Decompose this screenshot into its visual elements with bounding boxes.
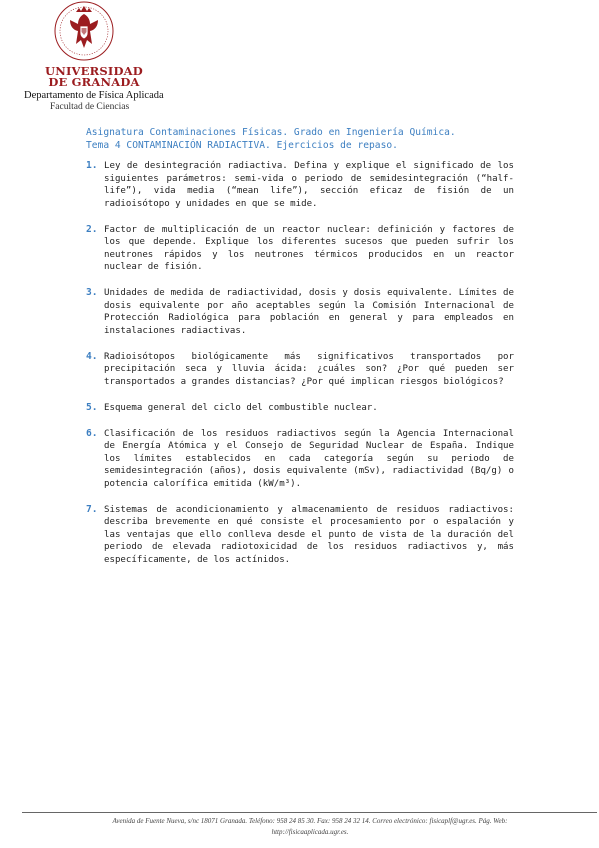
question-item xyxy=(86,287,514,337)
question-item xyxy=(86,351,514,389)
subject-heading xyxy=(86,126,456,152)
question-text: Sistemas de acondicionamiento y almacenamiento de residuos radiactivos: describa brevemente en qué consiste el procesamiento por o espalación y las ventajas que ello conlleva desde el punto de vista de la duración del periodo de elevada radiotoxicidad de los residuos radiactivos y, más específicamente, de los actínidos. xyxy=(104,504,514,565)
footer-address: Avenida de Fuente Nueva, s/nc 18071 Granada. Teléfono: 958 24 85 30. Fax: 958 24 32 14. Correo electrónico: fisicaplf@ugr.es. Pág. Web: xyxy=(112,817,508,825)
question-text: Unidades de medida de radiactividad, dosis y dosis equivalente. Límites de dosis equivalente por año aceptables según la Comisión Internacional de Protección Radiológica para población en general y para empleados en instalaciones radiactivas. xyxy=(104,288,514,336)
question-number: 1. xyxy=(86,160,98,171)
question-number: 2. xyxy=(86,223,98,235)
question-item xyxy=(86,160,514,210)
question-number: 5. xyxy=(86,401,98,413)
university-name-line1: UNIVERSIDAD xyxy=(45,64,143,78)
question-text: Ley de desintegración radiactiva. Defina y explique el significado de los siguientes parámetros: semi-vida o periodo de semidesintegración (“half-life”), vida media (“mean life”), sección eficaz de fisión de un radioisótopo y unidades en que se mide. xyxy=(104,161,514,209)
question-item xyxy=(86,224,514,274)
footer-divider xyxy=(22,812,597,813)
question-item xyxy=(86,504,514,567)
subject-title: Asignatura Contaminaciones Físicas. Grado en Ingeniería Química. xyxy=(86,127,456,138)
question-number: 7. xyxy=(86,503,98,515)
question-item xyxy=(86,402,514,415)
footer-contact xyxy=(30,816,590,838)
question-item xyxy=(86,428,514,491)
department-name: Departamento de Física Aplicada xyxy=(24,90,164,101)
question-number: 4. xyxy=(86,350,98,362)
university-seal-icon xyxy=(48,0,120,62)
university-name xyxy=(24,66,164,88)
footer-website-link[interactable]: http://fisicaaplicada.ugr.es. xyxy=(271,828,349,836)
question-list xyxy=(86,160,514,580)
topic-title: Tema 4 CONTAMINACIÓN RADIACTIVA. Ejercicios de repaso. xyxy=(86,140,398,151)
question-text: Factor de multiplicación de un reactor nuclear: definición y factores de los que depende. Explique los diferentes sucesos que pueden sufrir los neutrones rápidos y los neutrones térmicos producidos en un reactor nuclear de fisión. xyxy=(104,224,514,272)
question-text: Radioisótopos biológicamente más significativos transportados por precipitación seca y lluvia ácida: ¿cuáles son? ¿Por qué pueden ser transportados a grandes distancias? ¿Por qué implican riesgos biológicos? xyxy=(104,351,514,387)
question-number: 6. xyxy=(86,427,98,439)
question-text: Esquema general del ciclo del combustible nuclear. xyxy=(104,402,378,413)
question-text: Clasificación de los residuos radiactivos según la Agencia Internacional de Energía Atómica y el Consejo de Seguridad Nuclear de España. Indique los límites establecidos en cada categoría según su periodo de semidesintegración (años), dosis equivalente (mSv), radiactividad (Bq/g) o potencia calorífica emitida (kW/m³). xyxy=(104,428,514,489)
university-name-line2: DE GRANADA xyxy=(48,75,140,89)
question-number: 3. xyxy=(86,287,98,298)
faculty-name: Facultad de Ciencias xyxy=(50,102,130,112)
